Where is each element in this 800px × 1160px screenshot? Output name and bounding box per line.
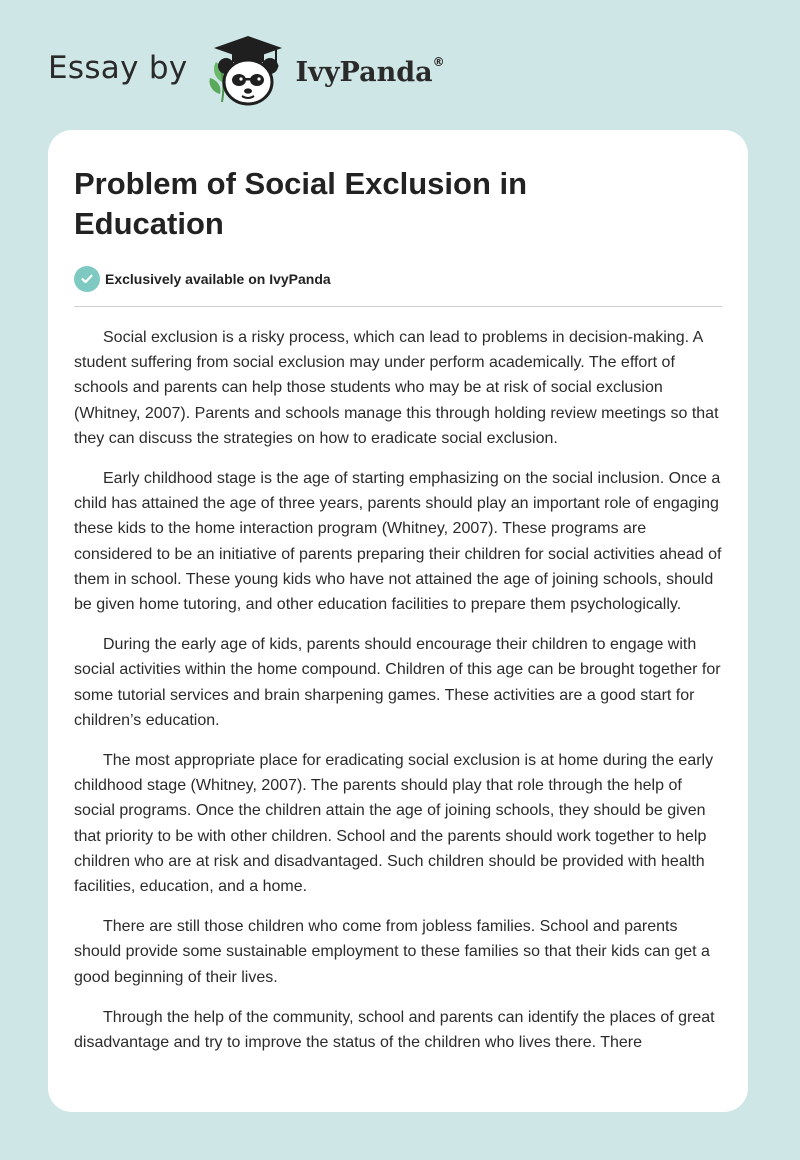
- paragraph: Through the help of the community, school and parents can identify the places of great disadvantage and try to improve the status of the children who lives there. There: [74, 1008, 715, 1052]
- panda-logo-icon[interactable]: [204, 30, 292, 110]
- exclusive-badge: [74, 266, 722, 292]
- essay-body: [74, 325, 722, 1055]
- essay-by-label: Essay by: [48, 50, 188, 86]
- brand-label: IvyPanda: [295, 56, 433, 88]
- site-header: [48, 30, 445, 110]
- paragraph: During the early age of kids, parents should encourage their children to engage with social activities within the home compound. Children of this age can be brought together for some tutorial services and brain sharpening games. These activities are a good start for children’s education.: [74, 636, 721, 729]
- divider: [74, 306, 722, 307]
- paragraph: The most appropriate place for eradicating social exclusion is at home during the early childhood stage (Whitney, 2007). The parents should play that role through the help of social programs. Once the children attain the age of joining schools, they should be given that priority to be with other children. School and the parents should work together to help children who are at risk and disadvantaged. Such children should be provided with health facilities, education, and a home.: [74, 752, 714, 896]
- brand-name[interactable]: [295, 54, 445, 88]
- paragraph: Social exclusion is a risky process, which can lead to problems in decision-making. A student suffering from social exclusion may under perform academically. The effort of schools and parents can help those students who may be at risk of social exclusion (Whitney, 2007). Parents and schools manage this through holding review meetings so that they can discuss the strategies on how to eradicate social exclusion.: [74, 329, 719, 447]
- check-circle-icon: [74, 266, 100, 292]
- badge-label: Exclusively available on IvyPanda: [105, 271, 331, 287]
- page-title: Problem of Social Exclusion in Education: [74, 166, 528, 241]
- registered-mark: ®: [432, 54, 445, 69]
- paragraph: Early childhood stage is the age of starting emphasizing on the social inclusion. Once a child has attained the age of three years, parents should play an important role of engaging these kids to the home interaction program (Whitney, 2007). These programs are considered to be an initiative of parents preparing their children for social activities ahead of them in school. These young kids who have not attained the age of joining schools, should be given home tutoring, and other education facilities to prepare them psychologically.: [74, 470, 722, 614]
- essay-card: [48, 130, 748, 1112]
- paragraph: There are still those children who come from jobless families. School and parents should provide some sustainable employment to these families so that their kids can get a good beginning of their lives.: [74, 918, 710, 986]
